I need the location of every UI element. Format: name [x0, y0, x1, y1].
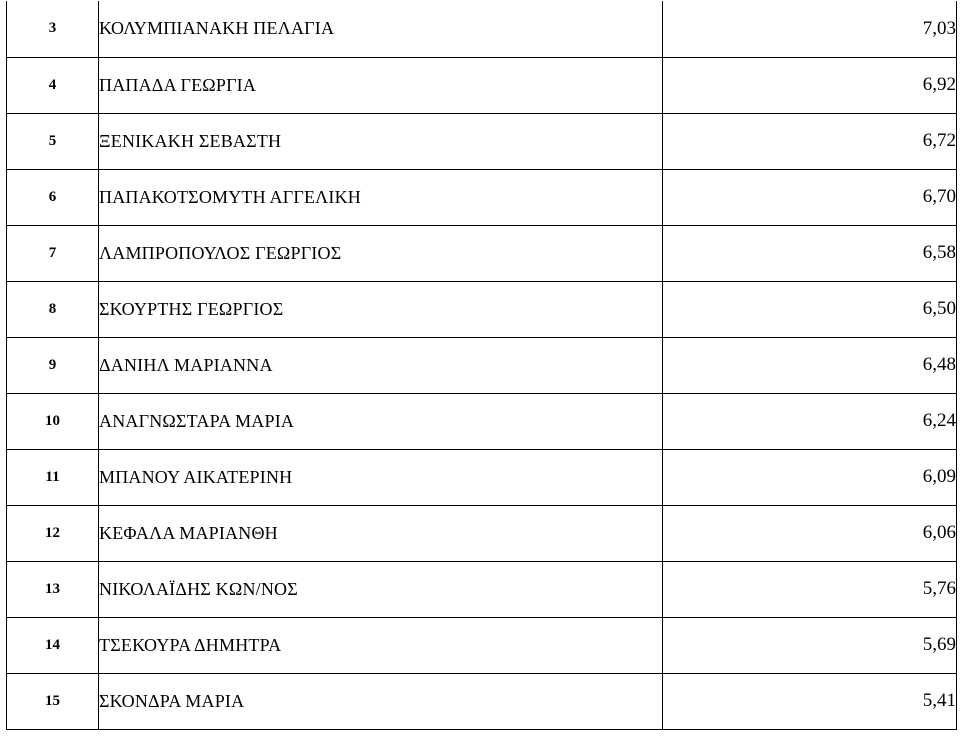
score-cell: 6,09	[663, 449, 957, 505]
score-cell: 6,48	[663, 337, 957, 393]
table-row	[7, 337, 957, 393]
score-cell: 5,69	[663, 617, 957, 673]
name-cell: ΝΙΚΟΛΑΪΔΗΣ ΚΩΝ/ΝΟΣ	[99, 561, 663, 617]
score-cell: 7,03	[663, 1, 957, 57]
table-row	[7, 617, 957, 673]
rank-cell: 13	[7, 561, 99, 617]
name-cell: ΤΣΕΚΟΥΡΑ ΔΗΜΗΤΡΑ	[99, 617, 663, 673]
rank-cell: 10	[7, 393, 99, 449]
rank-cell: 3	[7, 1, 99, 57]
rank-cell: 7	[7, 225, 99, 281]
table-row	[7, 505, 957, 561]
rank-cell: 12	[7, 505, 99, 561]
name-cell: ΑΝΑΓΝΩΣΤΑΡΑ ΜΑΡΙΑ	[99, 393, 663, 449]
table-row	[7, 673, 957, 729]
name-cell: ΣΚΟΝΔΡΑ ΜΑΡΙΑ	[99, 673, 663, 729]
rank-cell: 8	[7, 281, 99, 337]
score-cell: 6,50	[663, 281, 957, 337]
table-row	[7, 449, 957, 505]
name-cell: ΚΕΦΑΛΑ ΜΑΡΙΑΝΘΗ	[99, 505, 663, 561]
rank-cell: 11	[7, 449, 99, 505]
score-cell: 6,06	[663, 505, 957, 561]
name-cell: ΜΠΑΝΟΥ ΑΙΚΑΤΕΡΙΝΗ	[99, 449, 663, 505]
score-cell: 6,24	[663, 393, 957, 449]
score-cell: 5,76	[663, 561, 957, 617]
table-row	[7, 561, 957, 617]
table-row	[7, 57, 957, 113]
rank-cell: 9	[7, 337, 99, 393]
results-table-body	[7, 1, 957, 729]
rank-cell: 15	[7, 673, 99, 729]
name-cell: ΣΚΟΥΡΤΗΣ ΓΕΩΡΓΙΟΣ	[99, 281, 663, 337]
results-table	[6, 1, 957, 730]
table-row	[7, 1, 957, 57]
rank-cell: 5	[7, 113, 99, 169]
name-cell: ΞΕΝΙΚΑΚΗ ΣΕΒΑΣΤΗ	[99, 113, 663, 169]
score-cell: 6,58	[663, 225, 957, 281]
score-cell: 5,41	[663, 673, 957, 729]
table-row	[7, 393, 957, 449]
table-row	[7, 281, 957, 337]
name-cell: ΠΑΠΑΔΑ ΓΕΩΡΓΙΑ	[99, 57, 663, 113]
table-row	[7, 169, 957, 225]
rank-cell: 4	[7, 57, 99, 113]
name-cell: ΚΟΛΥΜΠΙΑΝΑΚΗ ΠΕΛΑΓΙΑ	[99, 1, 663, 57]
rank-cell: 6	[7, 169, 99, 225]
table-row	[7, 113, 957, 169]
name-cell: ΛΑΜΠΡΟΠΟΥΛΟΣ ΓΕΩΡΓΙΟΣ	[99, 225, 663, 281]
table-row	[7, 225, 957, 281]
score-cell: 6,72	[663, 113, 957, 169]
name-cell: ΠΑΠΑΚΟΤΣΟΜΥΤΗ ΑΓΓΕΛΙΚΗ	[99, 169, 663, 225]
name-cell: ΔΑΝΙΗΛ ΜΑΡΙΑΝΝΑ	[99, 337, 663, 393]
score-cell: 6,92	[663, 57, 957, 113]
rank-cell: 14	[7, 617, 99, 673]
score-cell: 6,70	[663, 169, 957, 225]
